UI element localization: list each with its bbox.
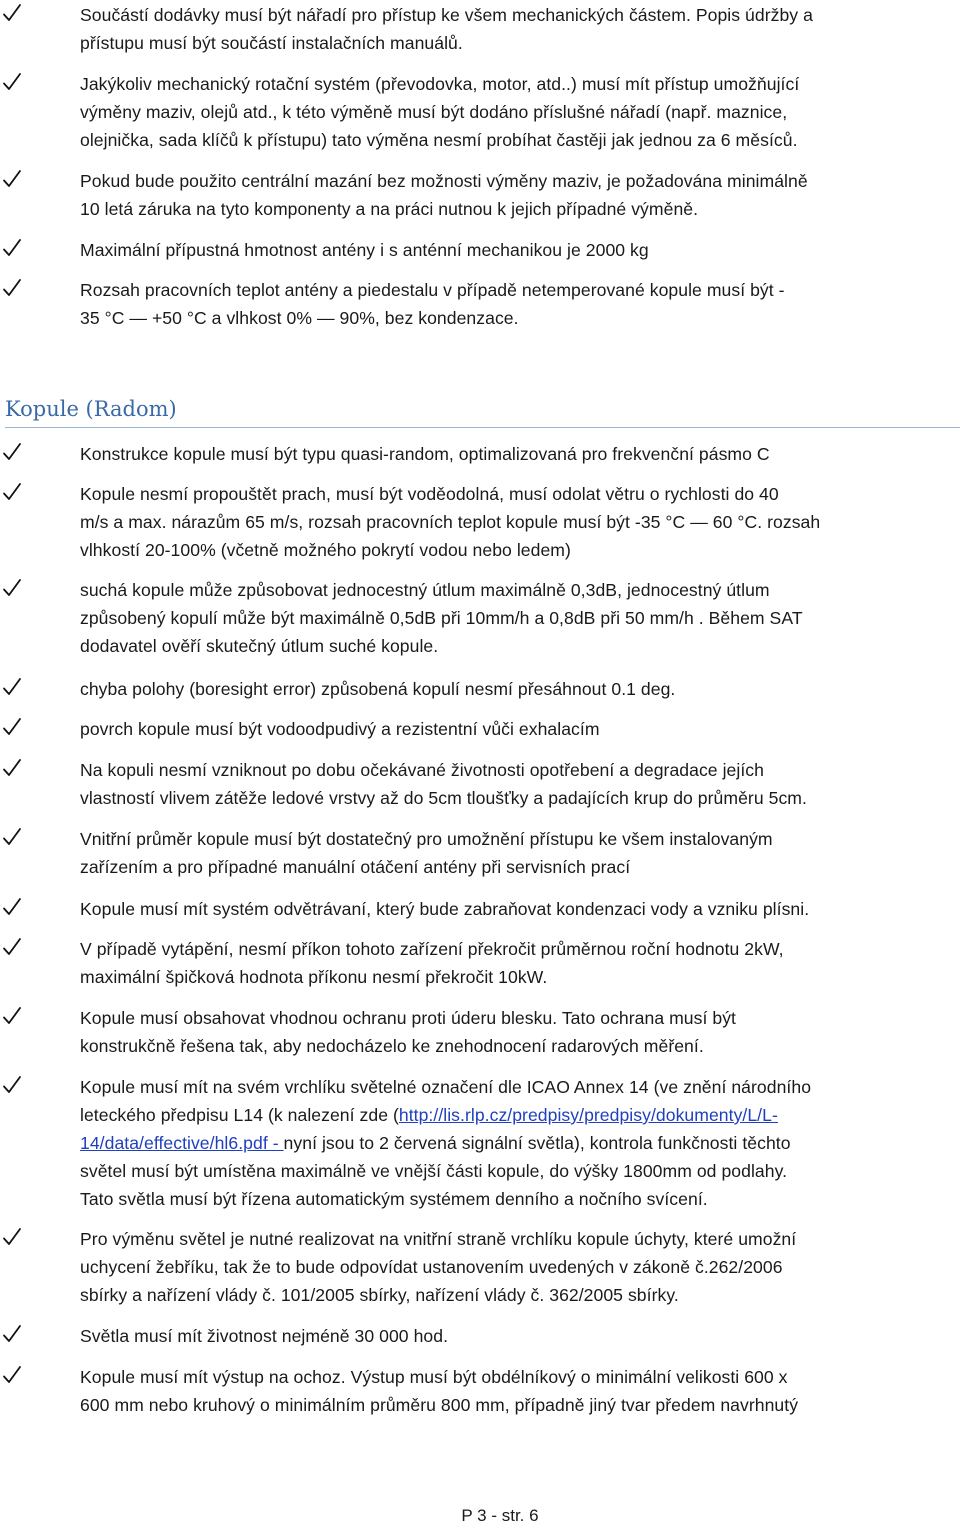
item-text-line (80, 1129, 952, 1157)
page-footer (0, 1504, 960, 1528)
list-item (0, 756, 952, 812)
item-text-line: vlastností vlivem zátěže ledové vrstvy až do 5cm tloušťky a padajících krup do průměru 5cm. (80, 788, 807, 808)
checkmark-icon (2, 277, 22, 299)
list-item (0, 935, 952, 991)
item-text-line: Vnitřní průměr kopule musí být dostatečný pro umožnění přístupu ke všem instalovaným (80, 829, 773, 849)
item-text-line: Pro výměnu světel je nutné realizovat na vnitřní straně vrchlíku kopule úchyty, které umožní (80, 1229, 797, 1249)
checkmark-icon (2, 1074, 22, 1096)
item-text-line: Kopule nesmí propouštět prach, musí být voděodolná, musí odolat větru o rychlosti do 40 (80, 484, 779, 504)
checkmark-icon (2, 168, 22, 190)
list-item (0, 576, 952, 660)
item-text-line: 35 °C — +50 °C a vlhkost 0% — 90%, bez kondenzace. (80, 308, 519, 328)
list-item (0, 1225, 952, 1309)
item-text-line: 600 mm nebo kruhový o minimálním průměru 800 mm, případně jiný tvar předem navrhnutý (80, 1395, 799, 1415)
item-text-line: konstrukčně řešena tak, aby nedocházelo ke znehodnocení radarových měření. (80, 1036, 704, 1056)
list-item (0, 276, 952, 332)
item-text: leteckého předpisu L14 (k nalezení zde ( (80, 1105, 399, 1125)
item-text-line: povrch kopule musí být vodoodpudivý a rezistentní vůči exhalacím (80, 719, 600, 739)
item-text-line: Pokud bude použito centrální mazání bez možnosti výměny maziv, je požadována minimálně (80, 171, 808, 191)
icao-link[interactable]: http://lis.rlp.cz/predpisy/predpisy/dokumenty/L/L- (398, 1105, 778, 1125)
item-text-line: V případě vytápění, nesmí příkon tohoto zařízení překročit průměrnou roční hodnotu 2kW, (80, 939, 784, 959)
item-text-line: Maximální přípustná hmotnost antény i s anténní mechanikou je 2000 kg (80, 240, 649, 260)
checkmark-icon (2, 1226, 22, 1248)
checkmark-icon (2, 676, 22, 698)
checkmark-icon (2, 1364, 22, 1386)
item-text-line: zařízením a pro případné manuální otáčení antény při servisních prací (80, 857, 631, 877)
item-text-line: suchá kopule může způsobovat jednocestný útlum maximálně 0,3dB, jednocestný útlum (80, 580, 770, 600)
item-text-line: Jakýkoliv mechanický rotační systém (převodovka, motor, atd..) musí mít přístup umožňující (80, 74, 800, 94)
checkmark-icon (2, 577, 22, 599)
item-text-line: Součástí dodávky musí být nářadí pro přístup ke všem mechanických částem. Popis údržby a (80, 5, 813, 25)
checkmark-icon (2, 936, 22, 958)
item-text-line: Kopule musí mít systém odvětrávaní, který bude zabraňovat kondenzaci vody a vzniku plísni. (80, 899, 810, 919)
list-item (0, 825, 952, 881)
item-text-line: Konstrukce kopule musí být typu quasi-random, optimalizovaná pro frekvenční pásmo C (80, 444, 770, 464)
item-text-line: Kopule musí mít na svém vrchlíku světelné označení dle ICAO Annex 14 (ve znění národního (80, 1077, 812, 1097)
checkmark-icon (2, 716, 22, 738)
list-item (0, 236, 952, 264)
checkmark-icon (2, 481, 22, 503)
checkmark-icon (2, 1005, 22, 1027)
item-text-line: světel musí být umístěna maximálně ve vnější části kopule, do výšky 1800mm od podlahy. (80, 1161, 788, 1181)
item-text-line: sbírky a nařízení vlády č. 101/2005 sbírky, nařízení vlády č. 362/2005 sbírky. (80, 1285, 679, 1305)
list-item (0, 167, 952, 223)
list-item (0, 480, 952, 564)
item-text-line: Kopule musí obsahovat vhodnou ochranu proti úderu blesku. Tato ochrana musí být (80, 1008, 736, 1028)
checkmark-icon (2, 441, 22, 463)
item-text-line: olejnička, sada klíčů k přístupu) tato výměna nesmí probíhat častěji jak jednou za 6 měsíců. (80, 130, 798, 150)
item-text-line: Na kopuli nesmí vzniknout po dobu očekávané životnosti opotřebení a degradace jejích (80, 760, 764, 780)
item-text: nyní jsou to 2 červená signální světla), kontrola funkčnosti těchto (283, 1133, 791, 1153)
list-item (0, 1004, 952, 1060)
list-item (0, 675, 952, 703)
list-item (0, 715, 952, 743)
section-heading: Kopule (Radom) (5, 394, 960, 428)
list-item (0, 895, 952, 923)
item-text-line: Rozsah pracovních teplot antény a piedestalu v případě netemperované kopule musí být - (80, 280, 785, 300)
checkmark-icon (2, 826, 22, 848)
item-text-line: uchycení žebříku, tak že to bude odpovídat ustanovením uvedených v zákoně č.262/2006 (80, 1257, 783, 1277)
item-text-line: přístupu musí být součástí instalačních manuálů. (80, 33, 463, 53)
item-text-line: chyba polohy (boresight error) způsobená kopulí nesmí přesáhnout 0.1 deg. (80, 679, 676, 699)
checkmark-icon (2, 237, 22, 259)
item-text-line: m/s a max. nárazům 65 m/s, rozsah pracovních teplot kopule musí být -35 °C — 60 °C. rozsah (80, 512, 821, 532)
checkmark-icon (2, 1323, 22, 1345)
list-item (0, 1073, 952, 1213)
item-text-line: 10 letá záruka na tyto komponenty a na práci nutnou k jejich případné výměně. (80, 199, 699, 219)
checkmark-icon (2, 757, 22, 779)
checkmark-icon (2, 71, 22, 93)
page-number: P 3 - str. 6 (461, 1506, 539, 1525)
item-text-line: Tato světla musí být řízena automatickým systémem denního a nočního svícení. (80, 1189, 708, 1209)
list-item (0, 1363, 952, 1419)
list-item (0, 1322, 952, 1350)
icao-link-continued[interactable]: 14/data/effective/hl6.pdf - (80, 1133, 284, 1153)
list-item (0, 70, 952, 154)
item-text-line: způsobený kopulí může být maximálně 0,5dB při 10mm/h a 0,8dB při 50 mm/h . Během SAT (80, 608, 803, 628)
item-text-line: výměny maziv, olejů atd., k této výměně musí být dodáno příslušné nářadí (např. maznice, (80, 102, 788, 122)
item-text-line: vlhkostí 20-100% (včetně možného pokrytí vodou nebo ledem) (80, 540, 571, 560)
item-text-line: Světla musí mít životnost nejméně 30 000 hod. (80, 1326, 449, 1346)
item-text-line: Kopule musí mít výstup na ochoz. Výstup musí být obdélníkový o minimální velikosti 600 x (80, 1367, 788, 1387)
item-text-line: maximální špičková hodnota příkonu nesmí překročit 10kW. (80, 967, 548, 987)
item-text-line (80, 1101, 952, 1129)
list-item (0, 440, 952, 468)
list-item (0, 1, 952, 57)
checkmark-icon (2, 2, 22, 24)
item-text-line: dodavatel ověří skutečný útlum suché kopule. (80, 636, 439, 656)
checkmark-icon (2, 896, 22, 918)
